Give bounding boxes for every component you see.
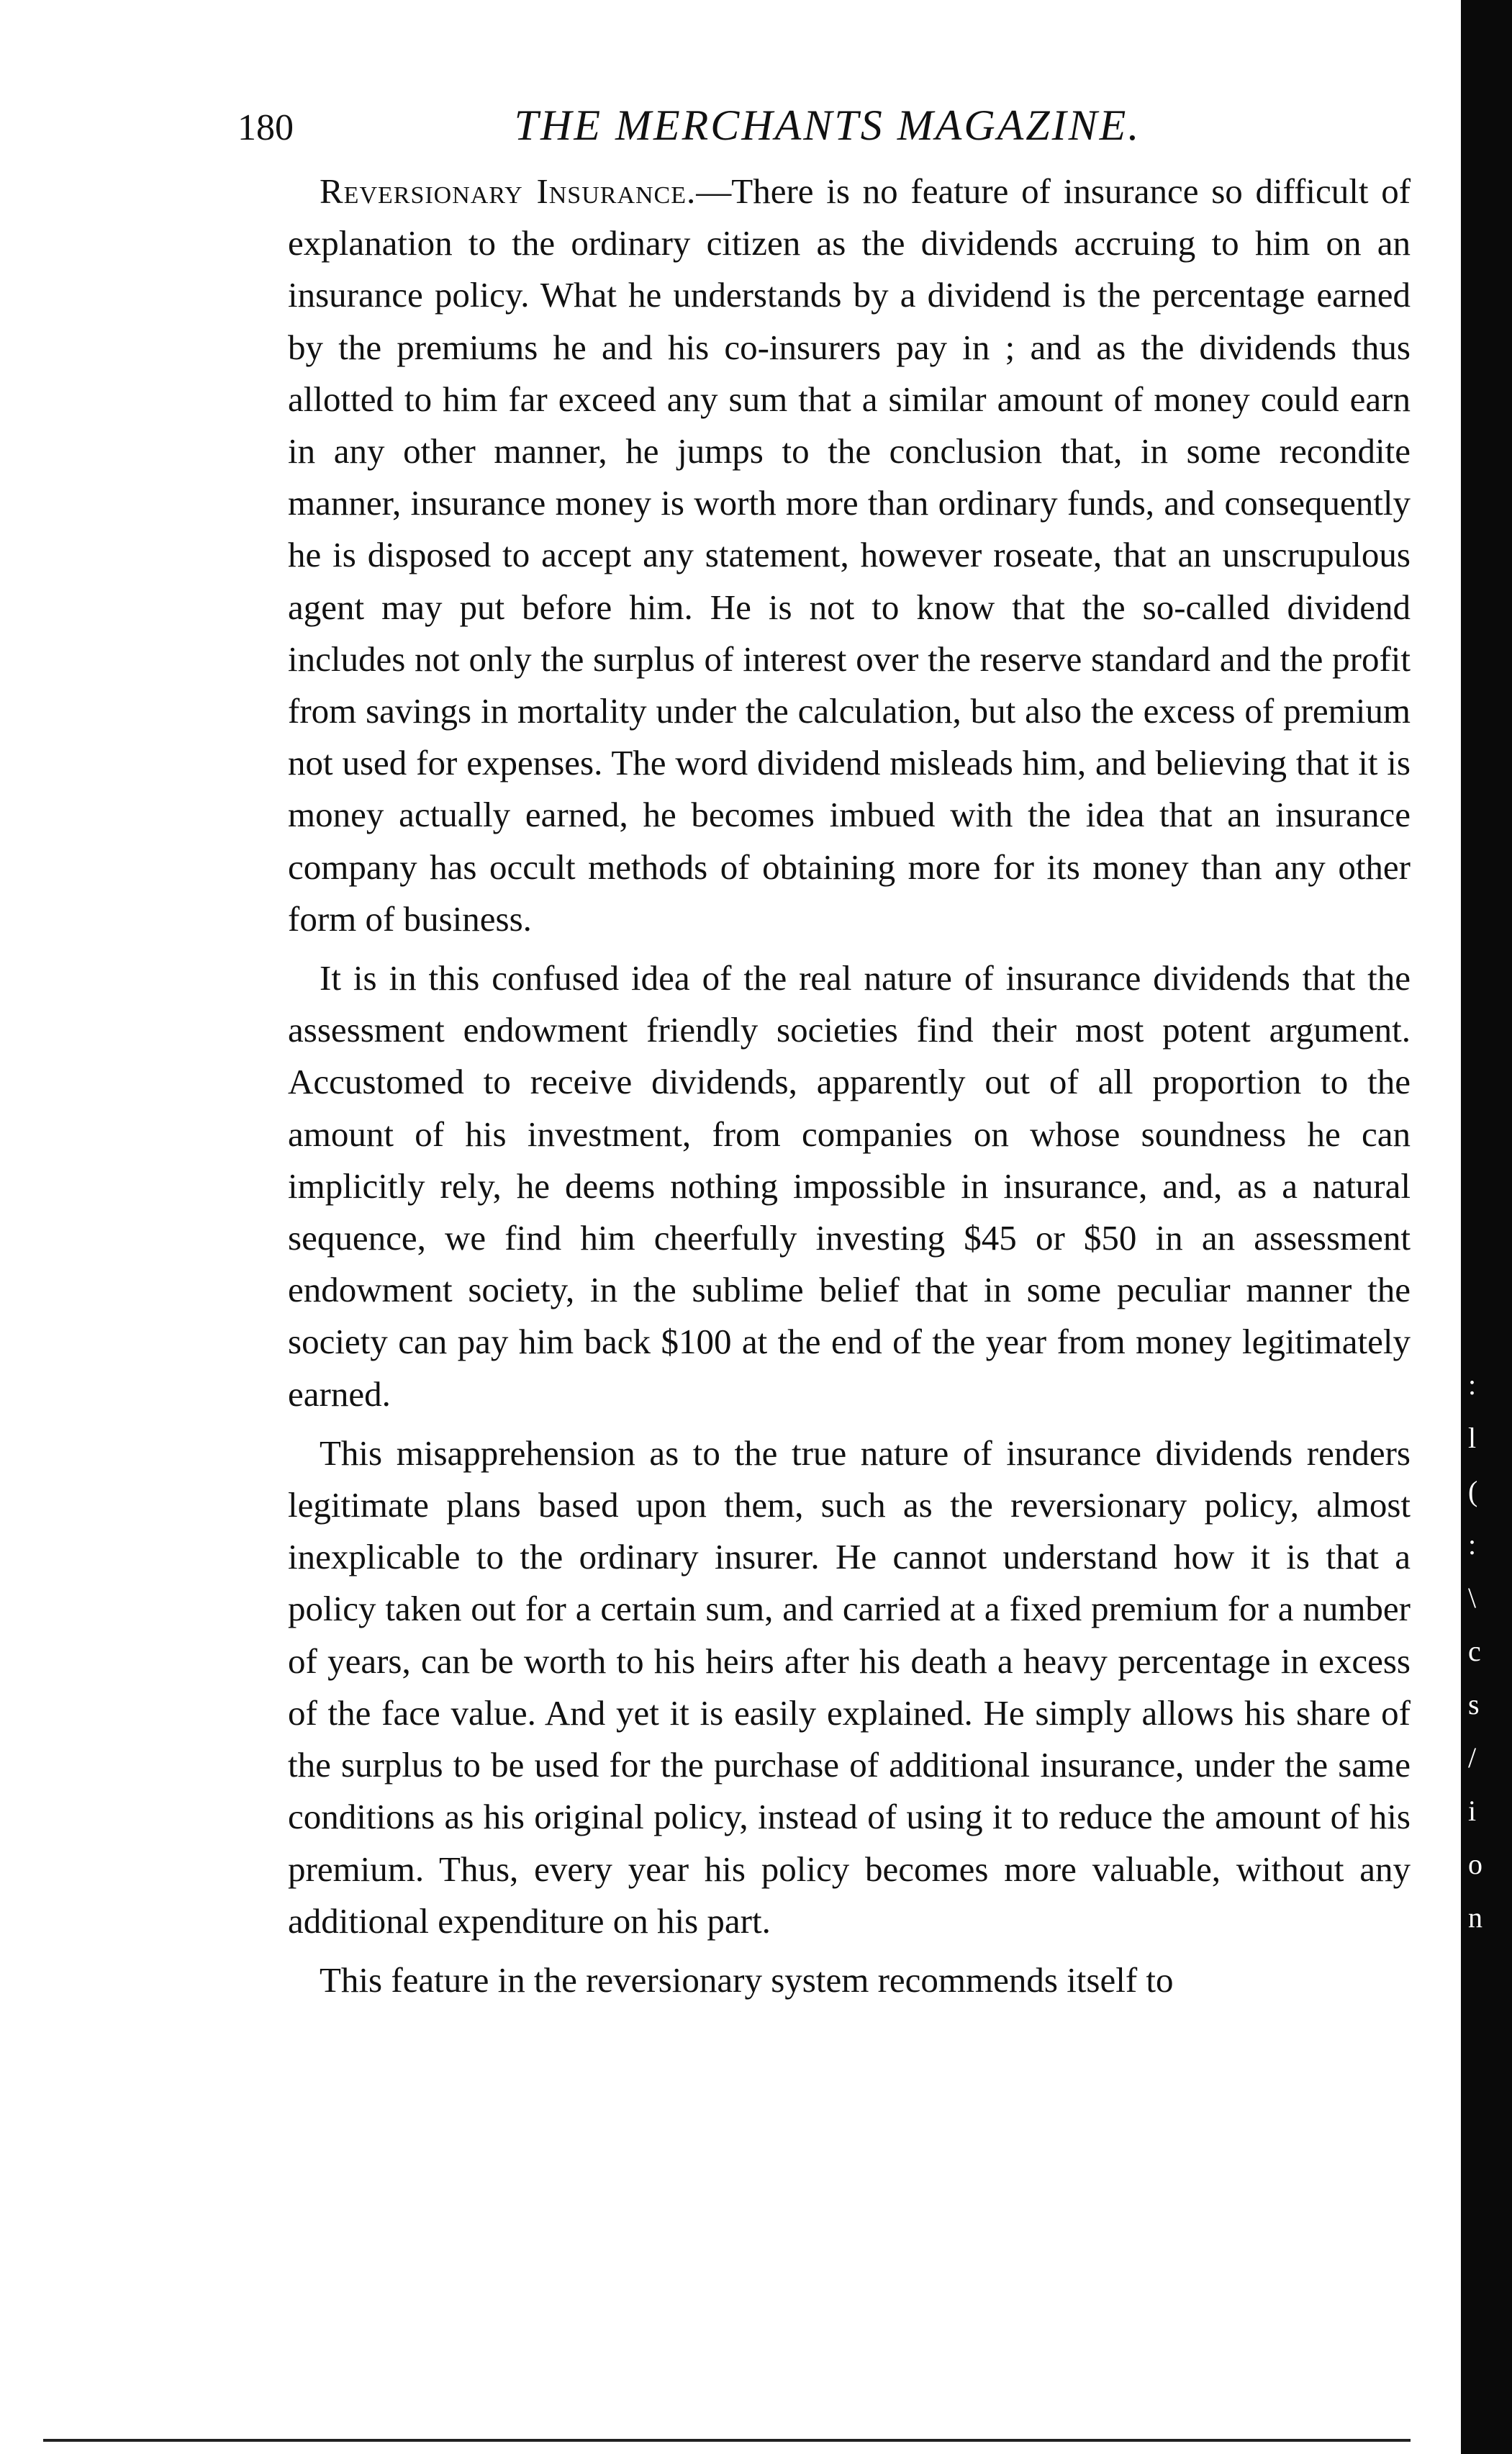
running-title: THE MERCHANTS MAGAZINE.: [514, 102, 1141, 149]
paragraph-1-text: —There is no feature of insurance so difficult of explanation to the ordinary citizen as the dividends accruing to him on an insurance policy. What he understands by a dividend is the percentage earned by the premiums he and his co-insurers pay in ; and as the dividends thus allotted to him far exceed any sum that a similar amount of money could earn in any other manner, he jumps to the conclusion that, in some recondite manner, insurance money is worth more than ordinary funds, and consequently he is disposed to accept any statement, however roseate, that an unscrupulous agent may put before him. He is not to know that the so-called dividend includes not only the surplus of interest over the reserve standard and the profit from savings in mortality under the calculation, but also the excess of premium not used for expenses. The word dividend misleads him, and believing that it is money actually earned, he becomes imbued with the idea that an insurance company has occult methods of obtaining more for its money than any other form of business.: [288, 171, 1411, 939]
fragment: (: [1468, 1475, 1478, 1507]
page-number: 180: [237, 107, 294, 148]
paragraph-4: This feature in the reversionary system recommends itself to: [320, 1959, 1174, 2000]
fragment: s: [1468, 1688, 1480, 1720]
fragment: /: [1468, 1741, 1477, 1774]
fragment: o: [1468, 1848, 1482, 1880]
fragment: i: [1468, 1795, 1477, 1827]
fragment: :: [1468, 1528, 1477, 1561]
paragraph-3: This misapprehension as to the true nature of insurance dividends renders legitimate plans based upon them, such as the reversionary policy, almost inexplicable to the ordinary insurer. He cannot understand how it is that a policy taken out for a certain sum, and carried at a fixed premium for a number of years, can be worth to his heirs after his death a heavy percentage in excess of the face value. And yet it is easily explained. He simply allows his share of the surplus to be used for the purchase of additional insurance, under the same conditions as his original policy, instead of using it to reduce the amount of his premium. Thus, every year his policy becomes more valuable, without any additional expenditure on his part.: [288, 1433, 1411, 1941]
paragraph-1: [288, 166, 1411, 945]
binding-shadow: [1461, 0, 1512, 2454]
article-body: [288, 166, 1411, 2013]
fragment: c: [1468, 1635, 1481, 1667]
fragment: n: [1468, 1901, 1482, 1934]
adjacent-page-fragments: [1468, 1368, 1504, 1954]
section-title: Reversionary Insurance.: [320, 171, 697, 211]
fragment: :: [1468, 1368, 1477, 1401]
fragment: l: [1468, 1422, 1477, 1454]
page-header: [237, 101, 1418, 166]
paragraph-2: It is in this confused idea of the real nature of insurance dividends that the assessment endowment friendly societies find their most potent argument. Accustomed to receive dividends, apparently out of all proportion to the amount of his investment, from companies on whose soundness he can implicitly rely, he deems nothing impossible in insurance, and, as a natural sequence, we find him cheerfully investing $45 or $50 in an assessment endowment society, in the sublime belief that in some peculiar manner the society can pay him back $100 at the end of the year from money legitimately earned.: [288, 958, 1411, 1414]
fragment: \: [1468, 1582, 1477, 1614]
bottom-rule: [43, 2439, 1411, 2442]
